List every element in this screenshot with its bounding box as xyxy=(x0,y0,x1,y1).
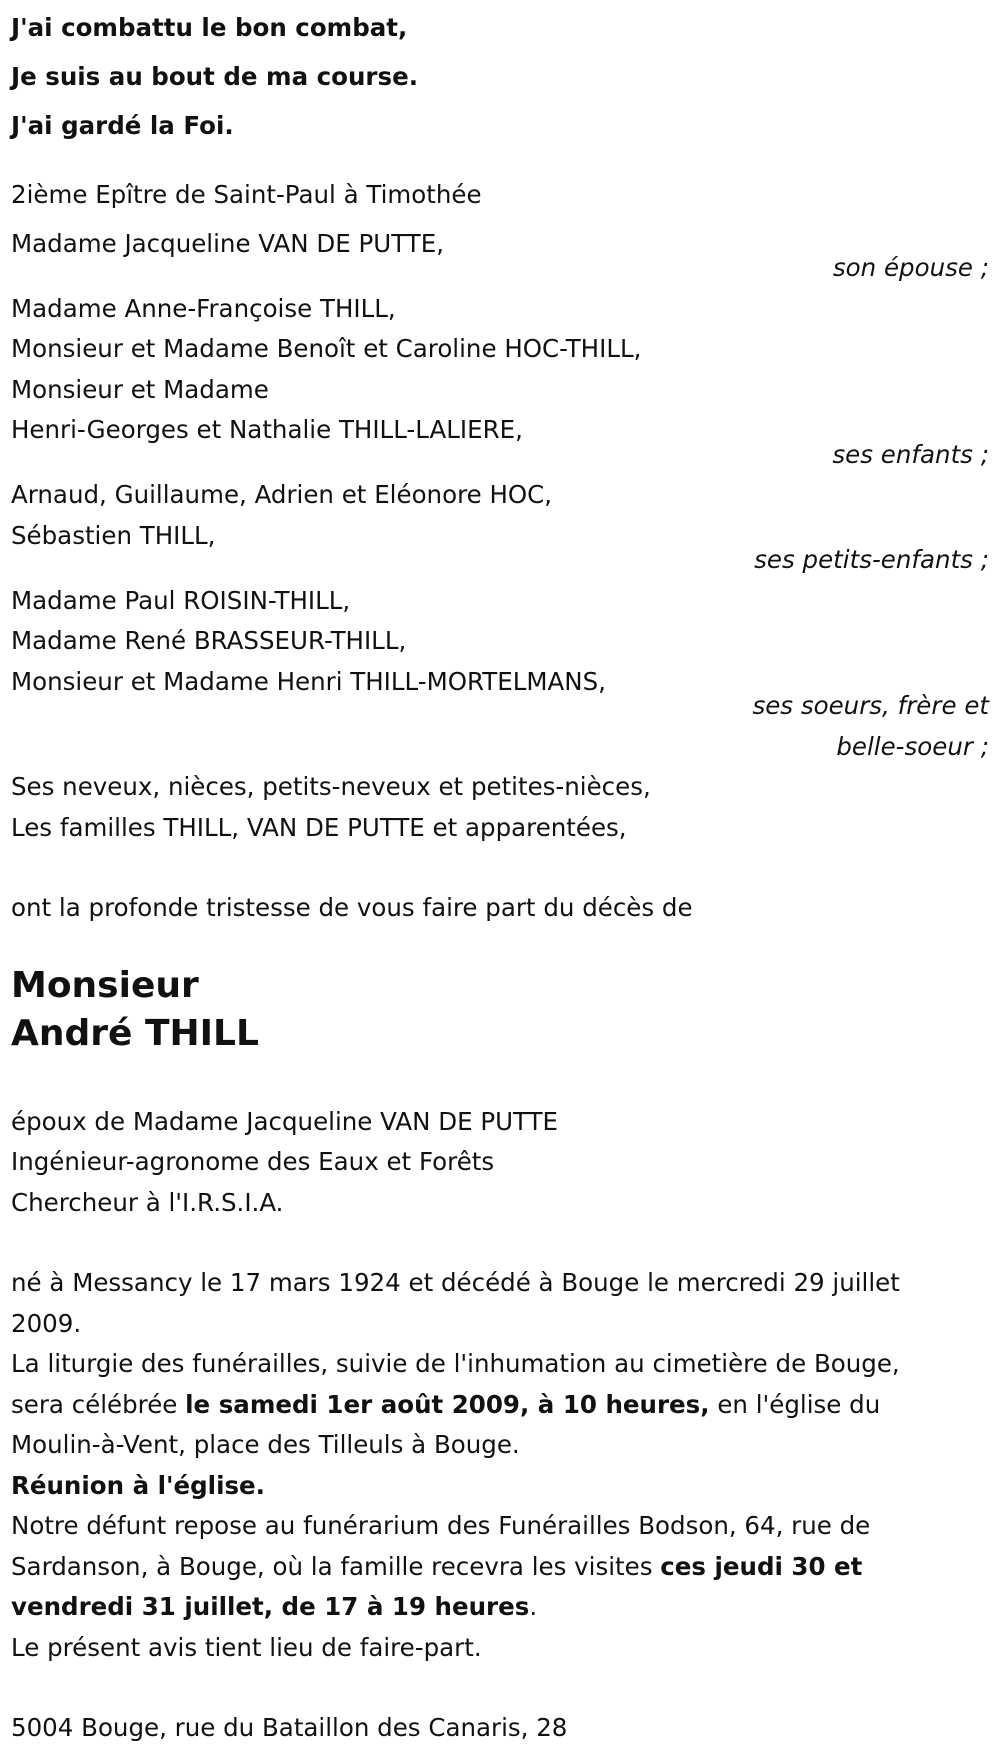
family-group-grandchildren xyxy=(11,475,989,581)
detail-line: La liturgie des funérailles, suivie de l'inhumation au cimetière de Bouge, xyxy=(11,1349,900,1378)
quote-line: J'ai gardé la Foi. xyxy=(11,111,234,140)
extended-family xyxy=(11,767,989,848)
family-group-siblings xyxy=(11,581,989,768)
announcement: ont la profonde tristesse de vous faire part du décès de xyxy=(11,893,693,922)
text: sera célébrée xyxy=(11,1389,186,1419)
detail-line xyxy=(11,1587,989,1628)
family-line: Sébastien THILL, xyxy=(11,520,216,550)
deceased-title: Monsieur xyxy=(11,964,199,1006)
epigraph xyxy=(11,3,989,150)
bio-line: Chercheur à l'I.R.S.I.A. xyxy=(11,1187,284,1217)
detail-line xyxy=(11,1547,989,1588)
relation-label: ses enfants ; xyxy=(832,439,989,469)
detail-line: Notre défunt repose au funérarium des Funérailles Bodson, 64, rue de xyxy=(11,1511,871,1540)
detail-line: 2009. xyxy=(11,1308,82,1338)
family-line: Monsieur et Madame Henri THILL-MORTELMANS, xyxy=(11,666,606,696)
family-line: Arnaud, Guillaume, Adrien et Eléonore HOC, xyxy=(11,480,553,509)
family-line: Madame René BRASSEUR-THILL, xyxy=(11,626,407,655)
detail-line: Le présent avis tient lieu de faire-part. xyxy=(11,1632,482,1662)
bio-line: époux de Madame Jacqueline VAN DE PUTTE xyxy=(11,1106,559,1136)
deceased-name xyxy=(11,962,989,1058)
text: en l'église du xyxy=(709,1389,881,1419)
meeting-note: Réunion à l'église. xyxy=(11,1470,265,1500)
family-line: Madame Jacqueline VAN DE PUTTE, xyxy=(11,228,444,258)
family-line: Henri-Georges et Nathalie THILL-LALIERE, xyxy=(11,415,523,444)
visit-dates: vendredi 31 juillet, de 17 à 19 heures xyxy=(11,1592,530,1621)
family-line: Monsieur et Madame xyxy=(11,374,269,404)
address: 5004 Bouge, rue du Bataillon des Canaris, 28 xyxy=(11,1713,568,1742)
quote-line: J'ai combattu le bon combat, xyxy=(11,13,408,42)
family-group-spouse xyxy=(11,224,989,289)
family-line: Madame Paul ROISIN-THILL, xyxy=(11,585,351,615)
funeral-details xyxy=(11,1263,989,1668)
detail-line: né à Messancy le 17 mars 1924 et décédé à Bouge le mercredi 29 juillet xyxy=(11,1268,900,1297)
quote-source: 2ième Epître de Saint-Paul à Timothée xyxy=(11,180,482,209)
relation-label: ses soeurs, frère et xyxy=(752,691,989,720)
detail-line: Moulin-à-Vent, place des Tilleuls à Bouge. xyxy=(11,1430,520,1459)
family-group-children xyxy=(11,289,989,476)
relation-label: belle-soeur ; xyxy=(836,731,989,761)
deceased-fullname: André THILL xyxy=(11,1012,259,1054)
quote-line: Je suis au bout de ma course. xyxy=(11,62,419,91)
relation-label: ses petits-enfants ; xyxy=(754,545,989,574)
family-line: Les familles THILL, VAN DE PUTTE et apparentées, xyxy=(11,812,627,842)
text: Sardanson, à Bouge, où la famille recevra les visites xyxy=(11,1551,661,1581)
family-line: Ses neveux, nièces, petits-neveux et petites-nièces, xyxy=(11,772,651,801)
detail-line xyxy=(11,1385,989,1426)
biography xyxy=(11,1102,989,1224)
funeral-date: le samedi 1er août 2009, à 10 heures, xyxy=(185,1389,710,1419)
text: . xyxy=(529,1592,538,1621)
relation-label: son épouse ; xyxy=(832,253,989,282)
bio-line: Ingénieur-agronome des Eaux et Forêts xyxy=(11,1147,495,1176)
family-line: Madame Anne-Françoise THILL, xyxy=(11,293,396,323)
family-line: Monsieur et Madame Benoît et Caroline HOC-THILL, xyxy=(11,334,642,363)
visit-dates: ces jeudi 30 et xyxy=(660,1551,863,1581)
